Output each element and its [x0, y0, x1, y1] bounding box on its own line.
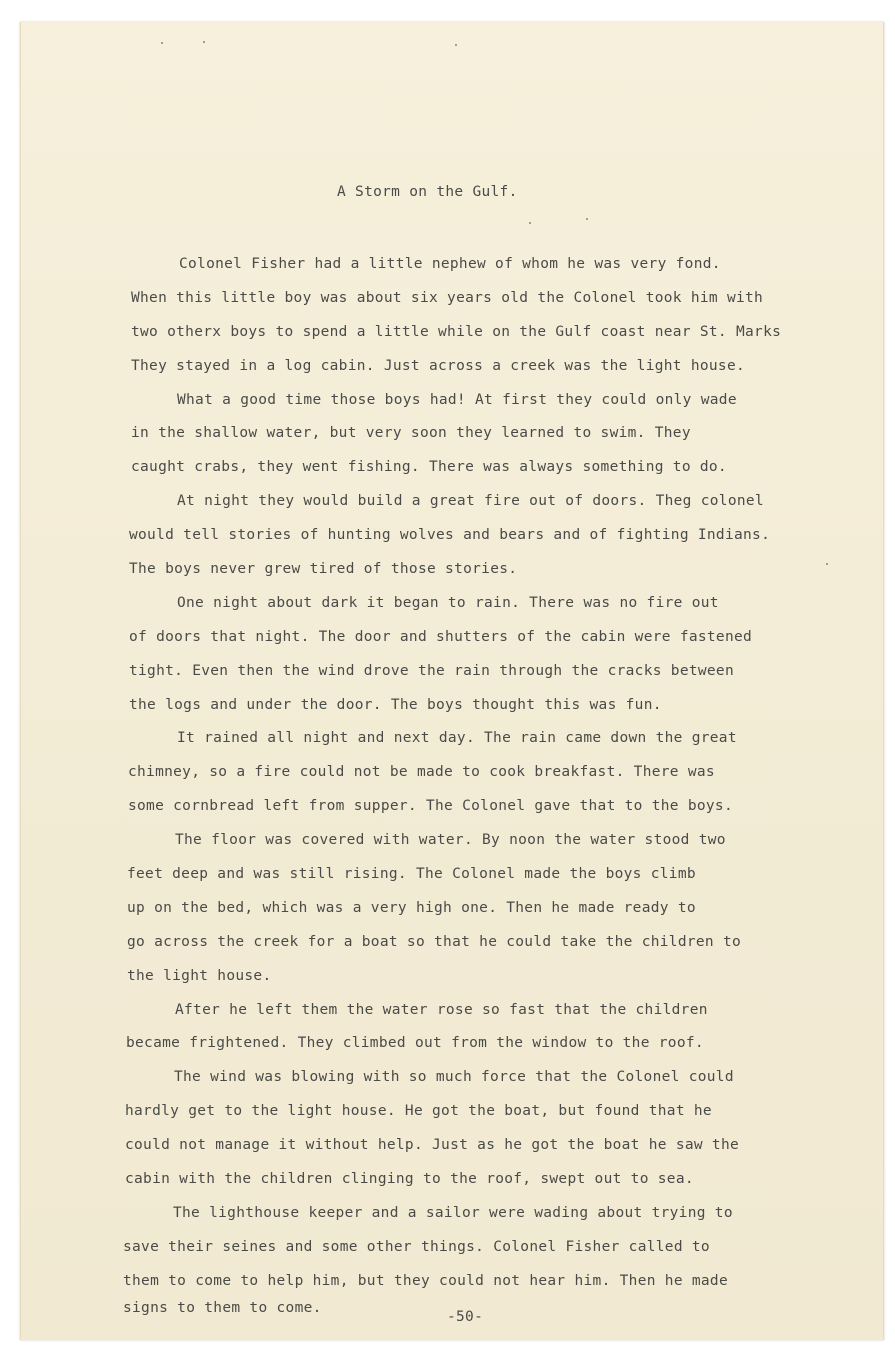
page-number: -50-: [447, 1309, 484, 1325]
text-line: two otherx boys to spend a little while on the Gulf coast near St. Marks: [131, 324, 782, 340]
text-line: signs to them to come.: [123, 1300, 322, 1316]
text-line: At night they would build a great fire out of doors. Theg colonel: [177, 493, 764, 509]
typed-page: [20, 22, 884, 1340]
text-line: What a good time those boys had! At first they could only wade: [177, 392, 737, 408]
text-line: the logs and under the door. The boys thought this was fun.: [129, 697, 662, 713]
text-line: became frightened. They climbed out from the window to the roof.: [126, 1035, 704, 1051]
document-title: A Storm on the Gulf.: [337, 184, 518, 200]
text-line: The wind was blowing with so much force that the Colonel could: [174, 1069, 734, 1085]
paper-speck: [586, 218, 588, 220]
text-line: in the shallow water, but very soon they learned to swim. They: [131, 425, 691, 441]
paper-speck: [455, 44, 457, 46]
text-line: go across the creek for a boat so that he could take the children to: [127, 934, 742, 950]
text-line: They stayed in a log cabin. Just across a creek was the light house.: [131, 358, 746, 374]
text-line: The lighthouse keeper and a sailor were wading about trying to: [173, 1205, 733, 1221]
text-line: save their seines and some other things. Colonel Fisher called to: [123, 1239, 710, 1255]
text-line: It rained all night and next day. The rain came down the great: [177, 730, 737, 746]
paper-speck: [529, 222, 531, 224]
text-line: cabin with the children clinging to the roof, swept out to sea.: [125, 1171, 694, 1187]
paper-speck: [203, 41, 205, 43]
text-line: them to come to help him, but they could not hear him. Then he made: [123, 1273, 728, 1289]
text-line: tight. Even then the wind drove the rain through the cracks between: [129, 663, 734, 679]
text-line: caught crabs, they went fishing. There was always something to do.: [131, 459, 727, 475]
text-line: could not manage it without help. Just as he got the boat he saw the: [125, 1137, 740, 1153]
text-line: chimney, so a fire could not be made to cook breakfast. There was: [128, 764, 715, 780]
text-line: up on the bed, which was a very high one. Then he made ready to: [127, 900, 696, 916]
text-line: Colonel Fisher had a little nephew of whom he was very fond.: [179, 256, 721, 272]
text-line: some cornbread left from supper. The Colonel gave that to the boys.: [128, 798, 733, 814]
text-line: One night about dark it began to rain. There was no fire out: [177, 595, 719, 611]
text-line: The floor was covered with water. By noon the water stood two: [175, 832, 726, 848]
text-line: hardly get to the light house. He got the boat, but found that he: [125, 1103, 712, 1119]
text-line: The boys never grew tired of those stories.: [129, 561, 518, 577]
text-line: the light house.: [127, 968, 272, 984]
paper-speck: [161, 42, 163, 44]
text-line: feet deep and was still rising. The Colonel made the boys climb: [127, 866, 696, 882]
text-line: would tell stories of hunting wolves and bears and of fighting Indians.: [129, 527, 771, 543]
text-line: When this little boy was about six years old the Colonel took him with: [131, 290, 764, 306]
text-line: After he left them the water rose so fast that the children: [175, 1002, 708, 1018]
paper-speck: [826, 563, 828, 565]
text-line: of doors that night. The door and shutters of the cabin were fastened: [129, 629, 753, 645]
